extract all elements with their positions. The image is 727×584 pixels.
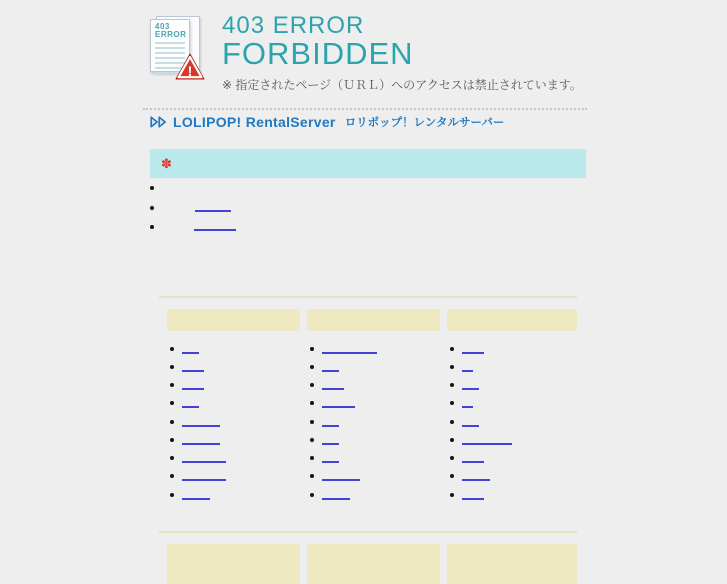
list-item — [310, 449, 440, 467]
blank-link[interactable] — [462, 340, 484, 354]
list-item — [150, 217, 586, 237]
blank-link[interactable] — [322, 413, 339, 427]
blank-link[interactable] — [195, 198, 231, 212]
bullet-marker-icon — [310, 420, 314, 424]
bullet-marker-icon — [310, 493, 314, 497]
bullet-marker-icon — [310, 383, 314, 387]
link-columns — [167, 309, 586, 504]
list-item — [450, 486, 577, 504]
list-item — [170, 394, 300, 412]
list-item — [170, 413, 300, 431]
document-403-label: 403 — [155, 22, 170, 31]
blank-link[interactable] — [322, 449, 339, 463]
list-item — [450, 431, 577, 449]
blank-link[interactable] — [462, 467, 490, 481]
blank-link[interactable] — [462, 376, 479, 390]
bullet-marker-icon — [170, 347, 174, 351]
section-divider-bottom — [159, 531, 577, 533]
blank-link[interactable] — [322, 486, 350, 500]
error-code-title: 403 ERROR — [222, 12, 365, 39]
list-item — [310, 486, 440, 504]
broken-image-icon: ✽ — [161, 156, 172, 171]
bullet-marker-icon — [170, 438, 174, 442]
warning-triangle-icon — [174, 52, 206, 81]
bullet-marker-icon — [450, 365, 454, 369]
bullet-marker-icon — [170, 474, 174, 478]
link-column — [307, 309, 440, 504]
blank-link[interactable] — [322, 358, 339, 372]
notice-list — [150, 178, 586, 237]
blank-link[interactable] — [462, 486, 484, 500]
blank-text — [162, 217, 194, 218]
link-column — [447, 309, 577, 504]
list-item — [170, 358, 300, 376]
footer-boxes — [167, 544, 586, 584]
bullet-marker-icon — [170, 420, 174, 424]
blank-link[interactable] — [182, 340, 199, 354]
blank-link[interactable] — [182, 449, 226, 463]
bullet-marker-icon — [450, 493, 454, 497]
bullet-marker-icon — [450, 456, 454, 460]
brand-link[interactable] — [150, 114, 586, 130]
error-document-icon — [150, 16, 202, 78]
bullet-marker-icon — [450, 383, 454, 387]
footer-header-box — [167, 544, 300, 584]
double-arrow-icon — [150, 116, 167, 128]
bullet-marker-icon — [170, 365, 174, 369]
column-link-list — [167, 340, 300, 504]
blank-link[interactable] — [322, 431, 339, 445]
list-item — [170, 340, 300, 358]
error-page-content — [150, 0, 586, 584]
blank-link[interactable] — [182, 376, 204, 390]
list-item — [170, 376, 300, 394]
list-item — [170, 486, 300, 504]
blank-link[interactable] — [182, 413, 220, 427]
bullet-marker-icon — [450, 401, 454, 405]
list-item — [150, 198, 586, 218]
blank-link[interactable] — [462, 358, 473, 372]
list-item — [170, 467, 300, 485]
list-item — [150, 178, 586, 198]
list-item — [450, 449, 577, 467]
column-link-list — [447, 340, 577, 504]
blank-link[interactable] — [182, 394, 199, 408]
bullet-marker-icon — [170, 383, 174, 387]
bullet-marker-icon — [170, 456, 174, 460]
blank-link[interactable] — [182, 431, 220, 445]
brand-name-jp: ロリポップ！レンタルサーバー — [344, 117, 505, 129]
blank-link[interactable] — [182, 358, 204, 372]
blank-link[interactable] — [462, 449, 484, 463]
bullet-marker-icon — [310, 474, 314, 478]
list-item — [310, 467, 440, 485]
bullet-marker-icon — [310, 365, 314, 369]
bullet-marker-icon — [170, 493, 174, 497]
list-item — [170, 449, 300, 467]
list-item — [170, 431, 300, 449]
header — [150, 12, 586, 93]
bullet-marker-icon — [450, 474, 454, 478]
bullet-marker-icon — [310, 401, 314, 405]
error-name-title: FORBIDDEN — [222, 36, 414, 71]
blank-link[interactable] — [462, 394, 473, 408]
blank-link[interactable] — [462, 431, 512, 445]
error-description: ※ 指定されたページ（ＵＲＬ）へのアクセスは禁止されています。 — [222, 78, 582, 92]
blank-link[interactable] — [182, 467, 226, 481]
list-item — [450, 376, 577, 394]
bullet-marker-icon — [170, 401, 174, 405]
list-item — [450, 358, 577, 376]
bullet-marker-icon — [310, 456, 314, 460]
blank-link[interactable] — [322, 467, 360, 481]
blank-link[interactable] — [322, 340, 377, 354]
blank-text — [162, 198, 195, 199]
bullet-marker-icon — [310, 347, 314, 351]
column-header-box — [167, 309, 300, 331]
blank-link[interactable] — [194, 217, 236, 231]
bullet-marker-icon — [150, 225, 154, 229]
svg-text:!: ! — [187, 63, 193, 79]
list-item — [310, 340, 440, 358]
bullet-marker-icon — [450, 438, 454, 442]
blank-link[interactable] — [322, 394, 355, 408]
blank-link[interactable] — [182, 486, 210, 500]
list-item — [310, 413, 440, 431]
list-item — [450, 394, 577, 412]
list-item — [450, 340, 577, 358]
blank-link[interactable] — [462, 413, 479, 427]
footer-header-box — [307, 544, 440, 584]
document-error-label: ERROR — [155, 30, 187, 39]
bullet-marker-icon — [450, 347, 454, 351]
bullet-marker-icon — [450, 420, 454, 424]
column-link-list — [307, 340, 440, 504]
notice-banner — [150, 149, 586, 178]
list-item — [450, 467, 577, 485]
section-divider-top — [159, 296, 577, 298]
list-item — [310, 376, 440, 394]
bullet-marker-icon — [150, 206, 154, 210]
blank-link[interactable] — [322, 376, 344, 390]
list-item — [310, 431, 440, 449]
list-item — [450, 413, 577, 431]
footer-header-box — [447, 544, 577, 584]
bullet-marker-icon — [150, 186, 154, 190]
list-item — [310, 394, 440, 412]
header-text — [222, 13, 582, 93]
column-header-box — [447, 309, 577, 331]
column-header-box — [307, 309, 440, 331]
list-item — [310, 358, 440, 376]
brand-name-en: LOLIPOP! RentalServer — [173, 114, 336, 130]
bullet-marker-icon — [310, 438, 314, 442]
link-column — [167, 309, 300, 504]
dotted-divider — [143, 108, 587, 110]
